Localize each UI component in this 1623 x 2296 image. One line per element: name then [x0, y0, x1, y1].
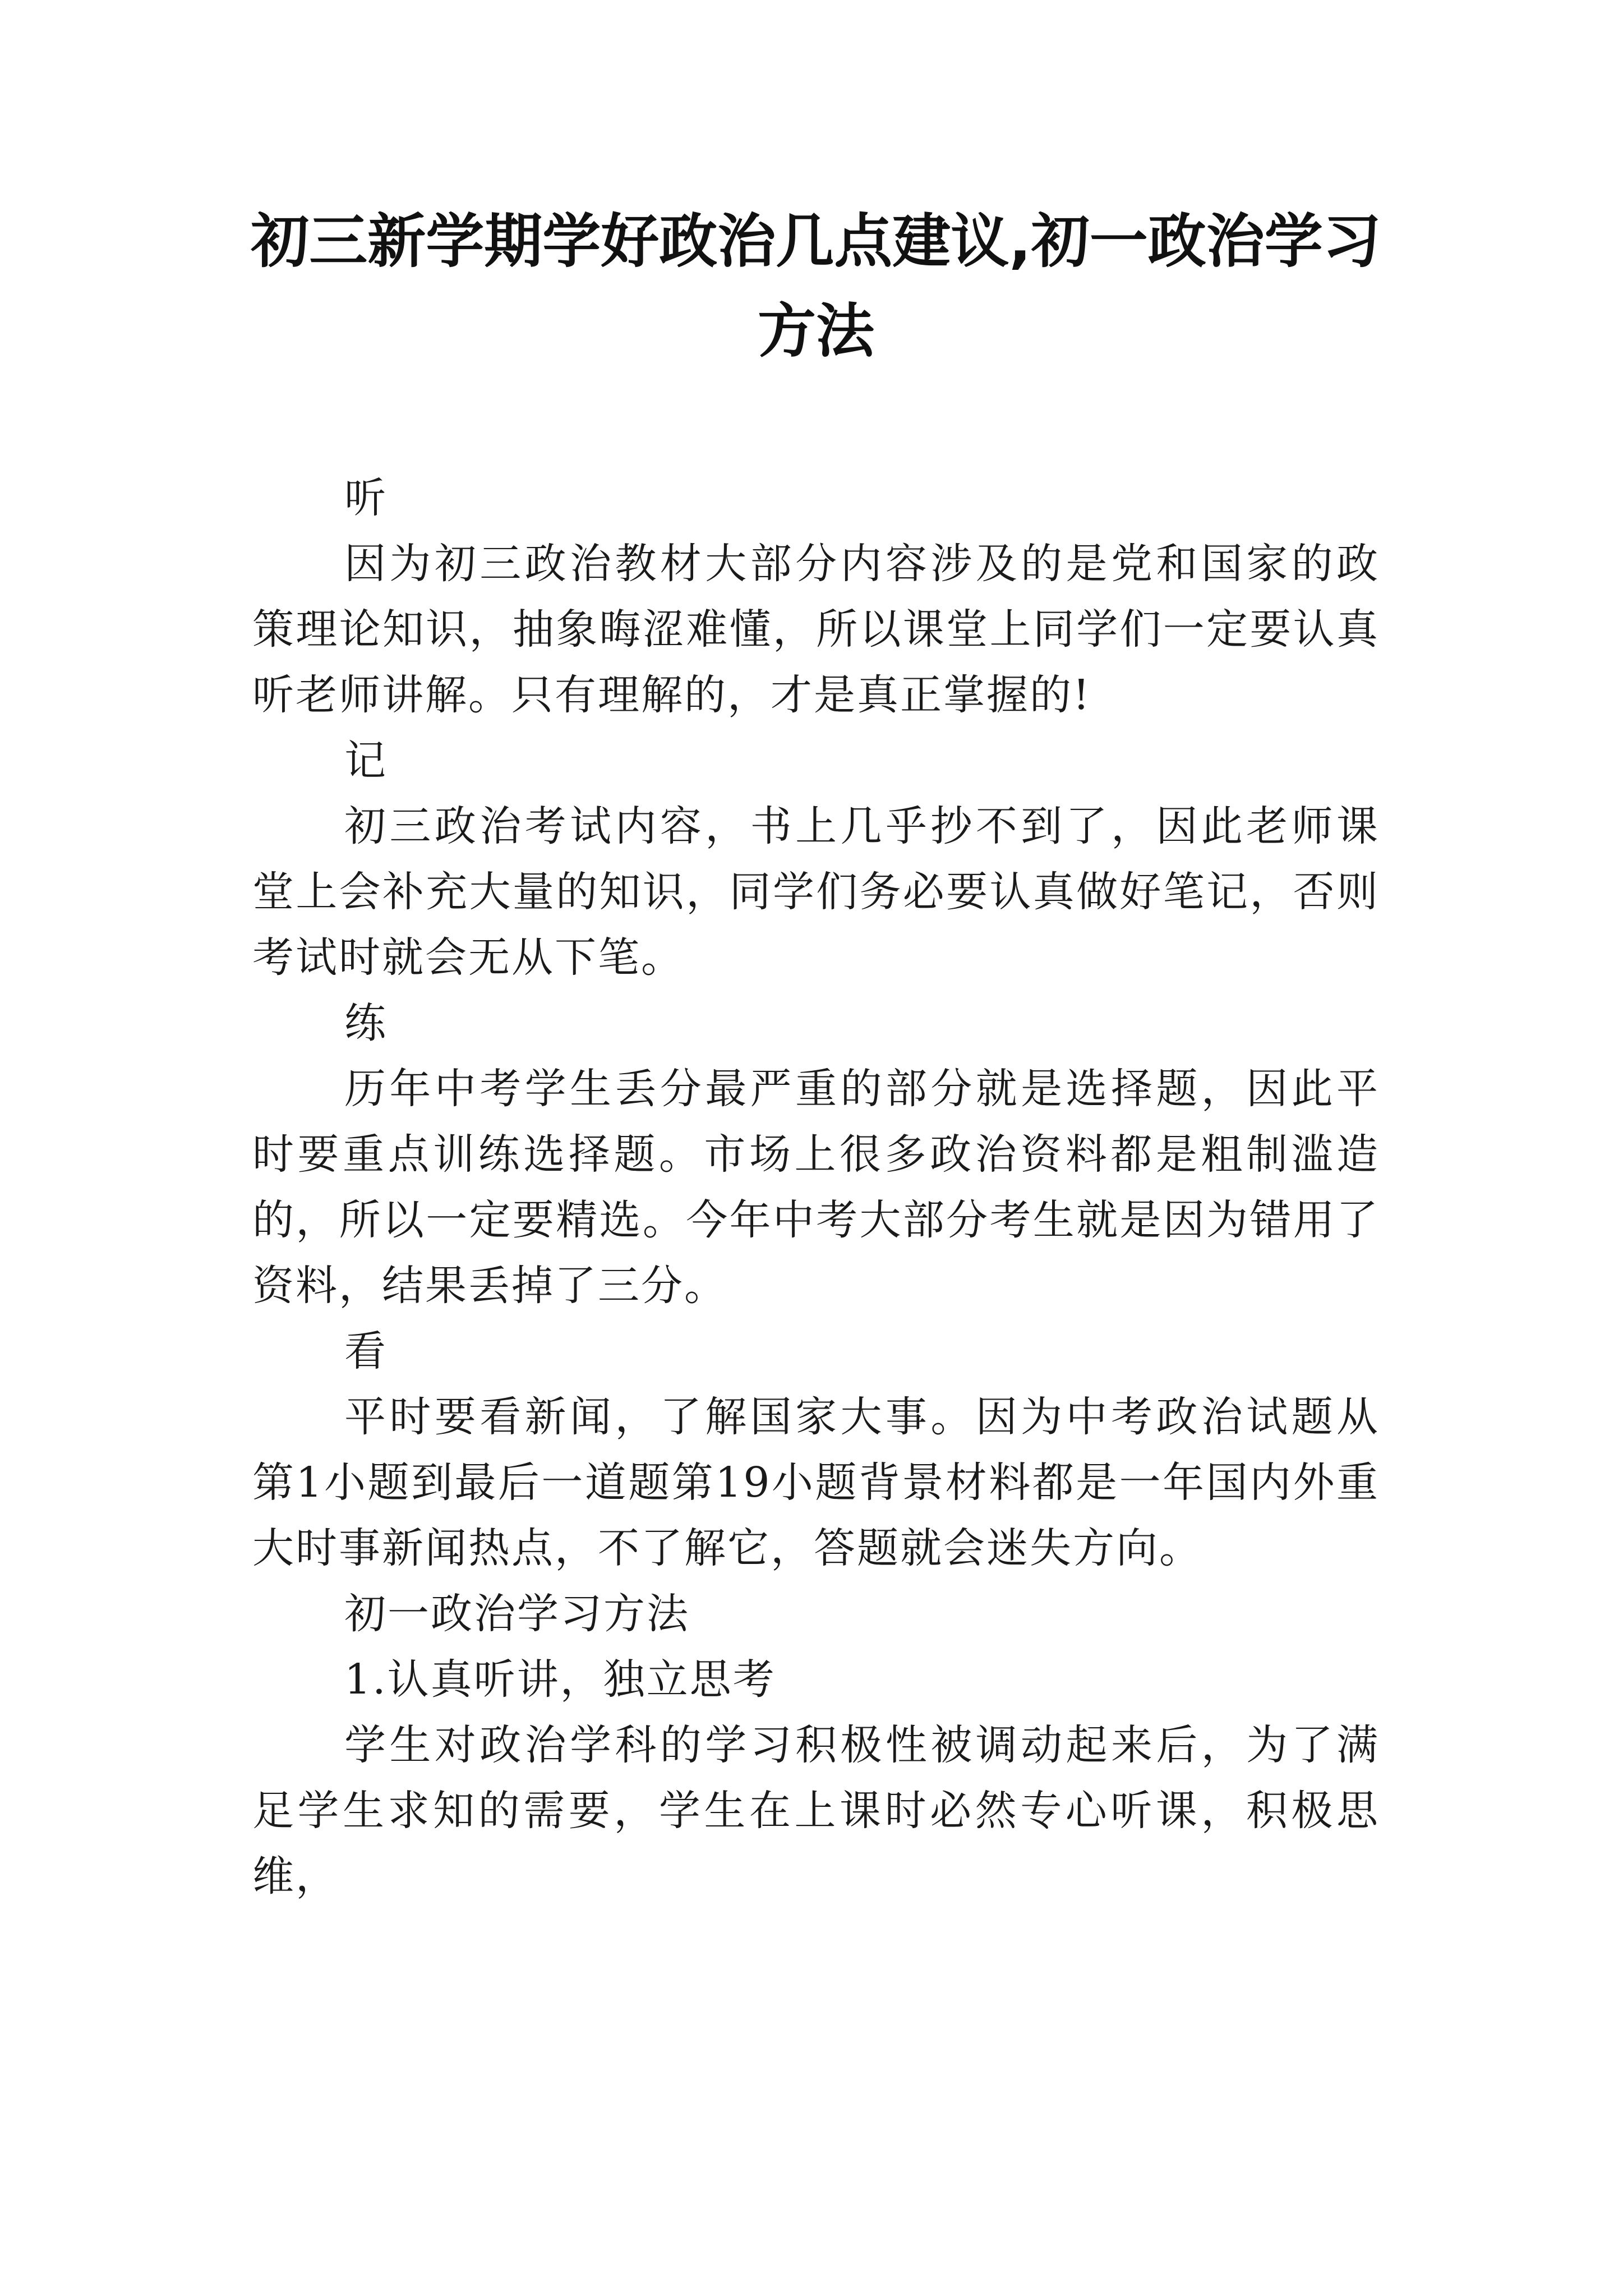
- document-body: [252, 466, 1380, 1910]
- section-heading-grade7-method: 初一政治学习方法: [344, 1590, 690, 1638]
- paragraph: 平时要看新闻，了解国家大事。因为中考政治试题从第1小题到最后一道题第19小题背景材料都是一年国内外重大时事新闻热点，不了解它，答题就会迷失方向。: [252, 1393, 1380, 1572]
- section-heading-notes: 记: [344, 737, 388, 785]
- paragraph: 学生对政治学科的学习积极性被调动起来后，为了满足学生求知的需要，学生在上课时必然专心听课，积极思维，: [252, 1721, 1380, 1901]
- subsection-heading: 1.认真听讲，独立思考: [344, 1655, 776, 1704]
- section-heading-practice: 练: [344, 999, 388, 1047]
- paragraph: 历年中考学生丢分最严重的部分就是选择题，因此平时要重点训练选择题。市场上很多政治资料都是粗制滥造的，所以一定要精选。今年中考大部分考生就是因为错用了资料，结果丢掉了三分。: [252, 1065, 1380, 1310]
- section-heading-listen: 听: [344, 474, 388, 522]
- document-title: 初三新学期学好政治几点建议,初一政治学习方法: [251, 207, 1381, 365]
- paragraph: 因为初三政治教材大部分内容涉及的是党和国家的政策理论知识，抽象晦涩难懂，所以课堂上同学们一定要认真听老师讲解。只有理解的，才是真正掌握的!: [252, 540, 1380, 719]
- paragraph: 初三政治考试内容，书上几乎抄不到了，因此老师课堂上会补充大量的知识，同学们务必要认真做好笔记，否则考试时就会无从下笔。: [252, 802, 1380, 982]
- section-heading-watch: 看: [344, 1327, 388, 1375]
